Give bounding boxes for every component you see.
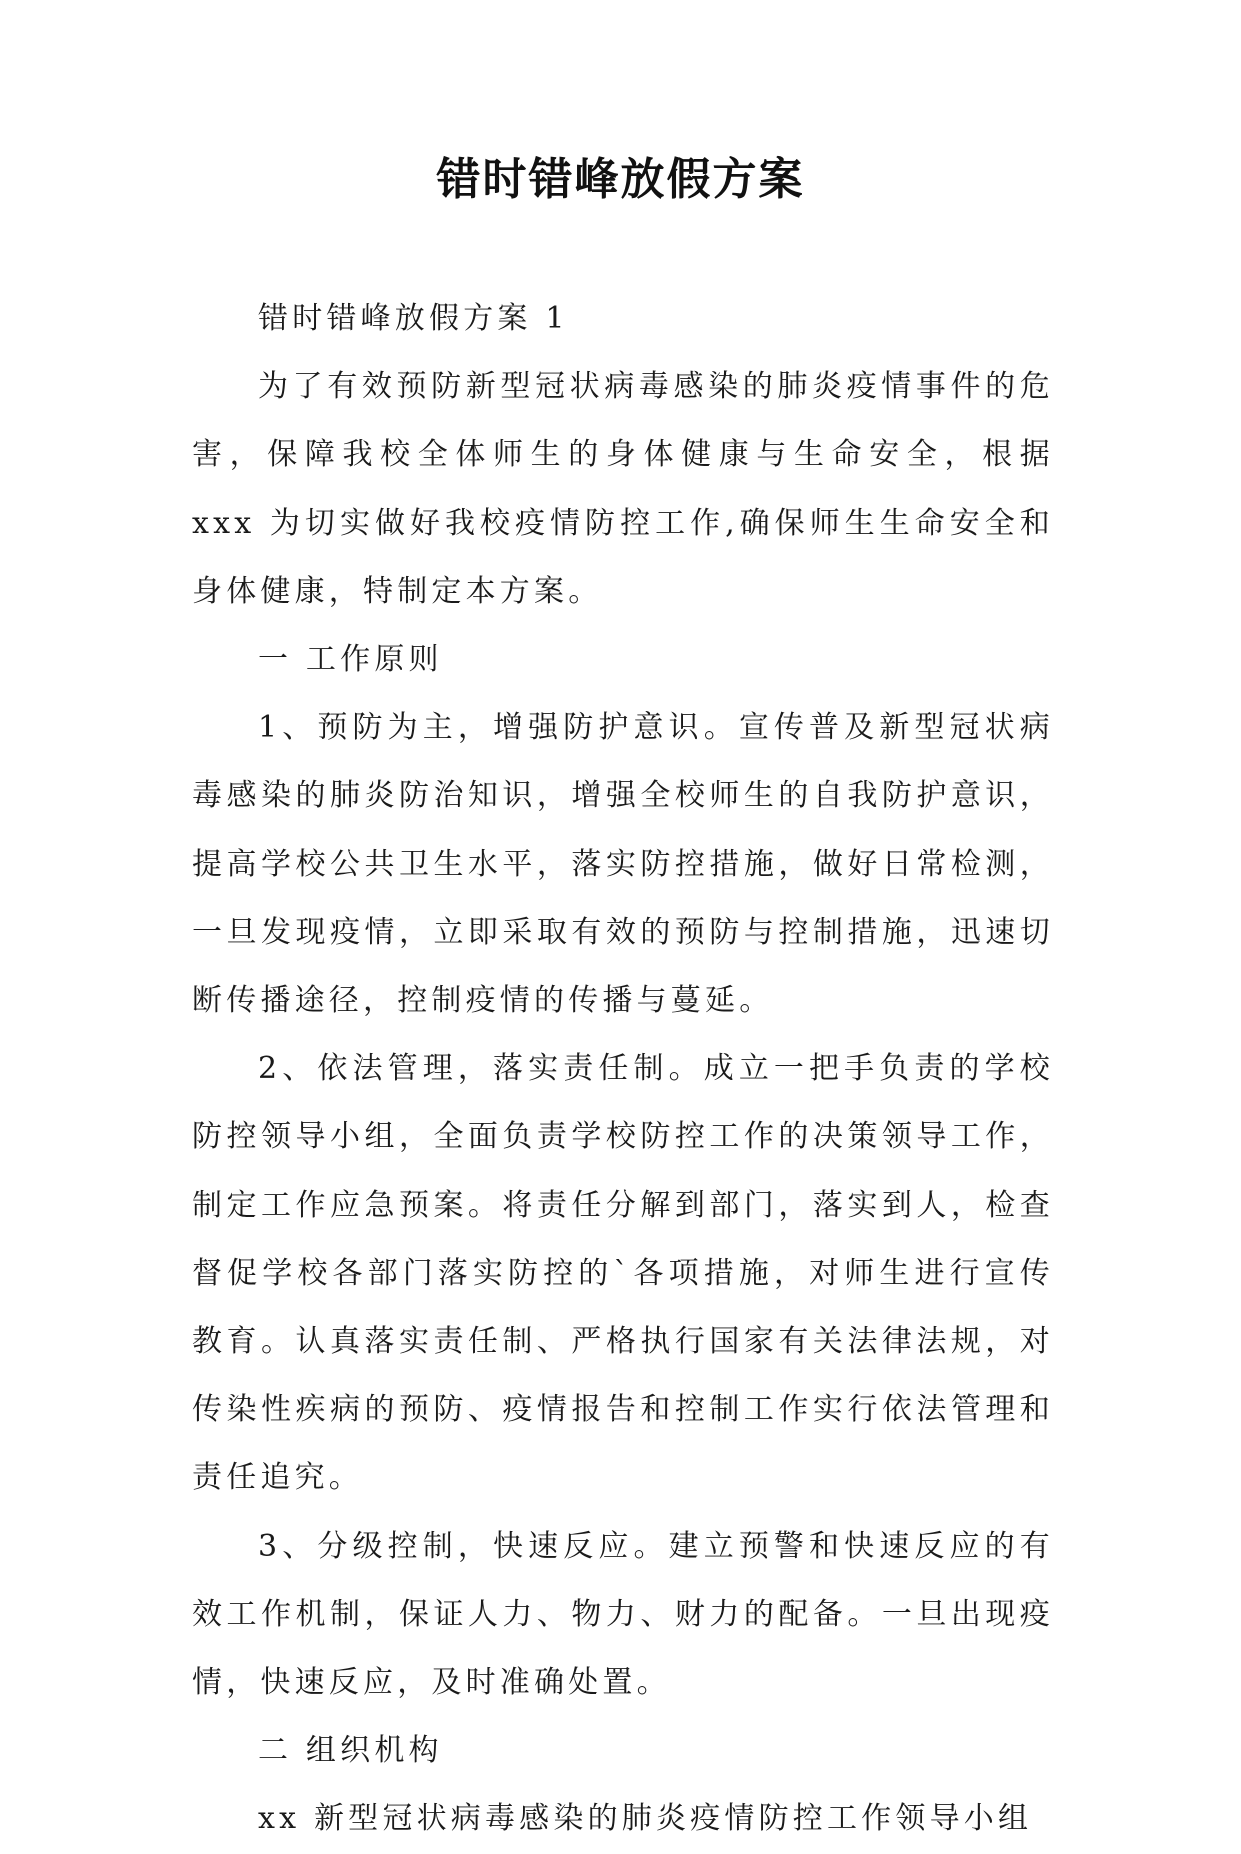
principle-paragraph-2: 2、依法管理，落实责任制。成立一把手负责的学校防控领导小组，全面负责学校防控工作的决策领导工作，制定工作应急预案。将责任分解到部门，落实到人，检查督促学校各部门落实防控的`各项措施，对师生进行宣传教育。认真落实责任制、严格执行国家有关法律法规，对传染性疾病的预防、疫情报告和控制工作实行依法管理和责任追究。 <box>192 1051 1054 1496</box>
intro-paragraph: 为了有效预防新型冠状病毒感染的肺炎疫情事件的危害，保障我校全体师生的身体健康与生命安全，根据 xxx 为切实做好我校疫情防控工作,确保师生生命安全和身体健康，特制定本方案。 <box>192 369 1054 609</box>
document-body <box>192 285 1054 1854</box>
section-heading: 错时错峰放假方案 1 <box>258 301 569 336</box>
principle-paragraph-3: 3、分级控制，快速反应。建立预警和快速反应的有效工作机制，保证人力、物力、财力的配备。一旦出现疫情，快速反应，及时准确处置。 <box>192 1528 1054 1701</box>
organization-paragraph: xx 新型冠状病毒感染的肺炎疫情防控工作领导小组 <box>258 1801 1033 1837</box>
document-title: 错时错峰放假方案 <box>436 154 805 205</box>
principle-paragraph-1: 1、预防为主，增强防护意识。宣传普及新型冠状病毒感染的肺炎防治知识，增强全校师生的自我防护意识，提高学校公共卫生水平，落实防控措施，做好日常检测，一旦发现疫情，立即采取有效的预防与控制措施，迅速切断传播途径，控制疫情的传播与蔓延。 <box>192 710 1054 1019</box>
section-heading-organization: 二 组织机构 <box>258 1733 443 1769</box>
section-heading-principles: 一 工作原则 <box>258 642 443 678</box>
